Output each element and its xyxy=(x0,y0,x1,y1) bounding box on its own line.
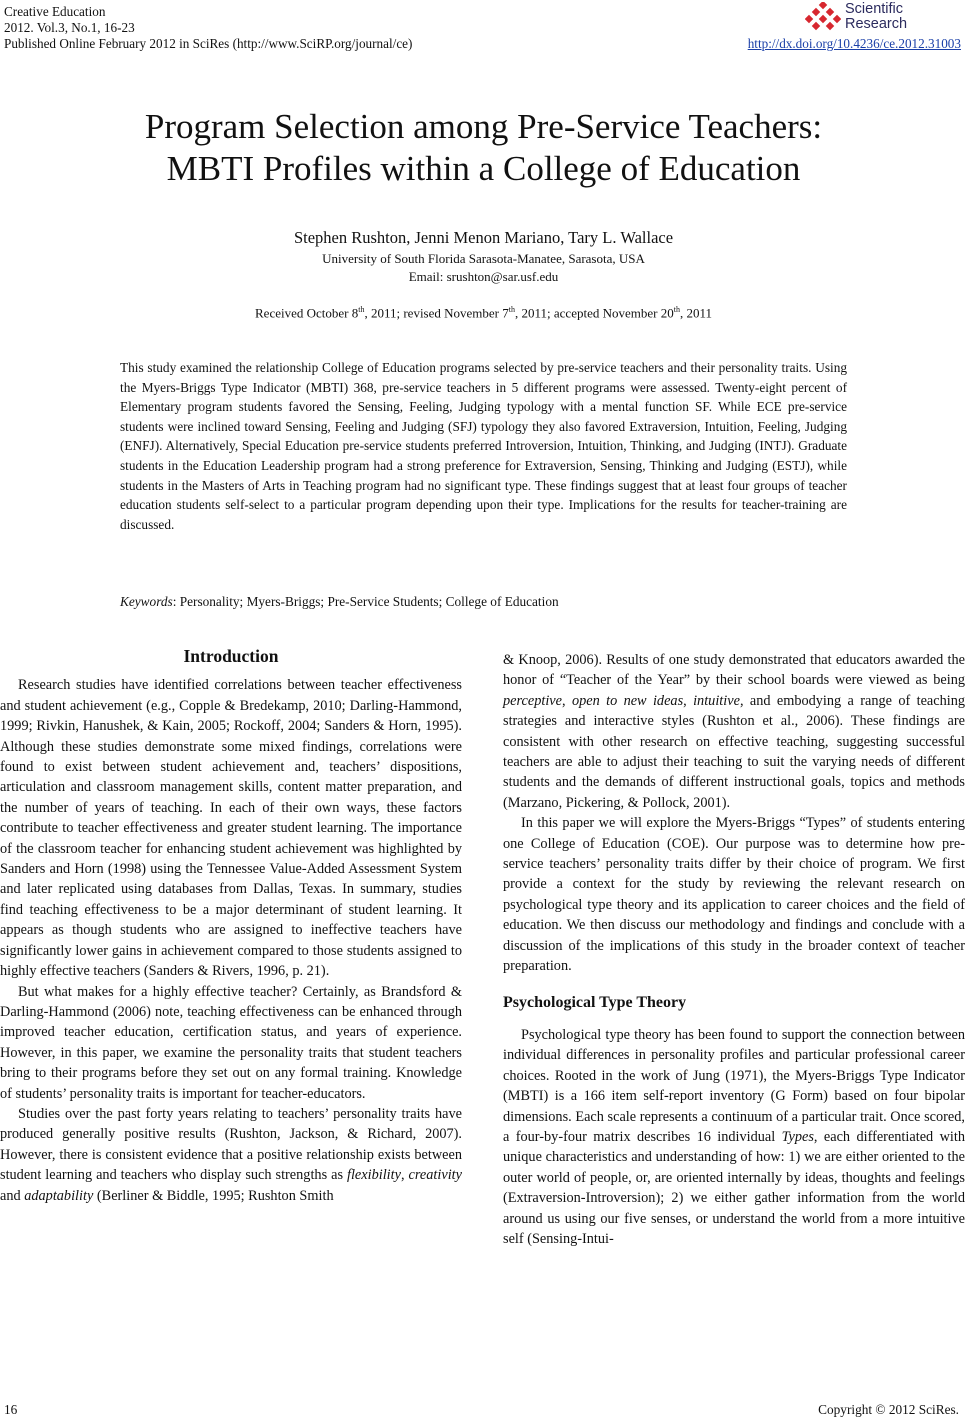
text-run: & Knoop, 2006). Results of one study demonstrated that educators awarded the honor of “Teacher of the Year” by their school boards were viewed as being xyxy=(503,652,965,689)
keywords-label: Keywords xyxy=(120,594,173,609)
left-column xyxy=(0,646,462,1206)
paper-title xyxy=(0,106,967,190)
journal-volume: 2012. Vol.3, No.1, 16-23 xyxy=(4,20,135,35)
logo-text xyxy=(845,2,907,32)
revised-text: , 2011; revised November 7 xyxy=(364,305,509,321)
psychological-type-theory-heading: Psychological Type Theory xyxy=(503,993,687,1011)
paragraph xyxy=(0,1104,462,1206)
accepted-text: , 2011; accepted November 20 xyxy=(515,305,674,321)
paragraph: Research studies have identified correlations between teacher effectiveness and student achievement (e.g., Copple & Bredekamp, 2010; Darling-Hammond, 1999; Rivkin, Hanushek, & Kain, 2005; Rockoff, 2004; Sanders & Horn, 1995). Although these studies demonstrate some mixed findings, correlations were found to exist between student achievement and, teachers’ dispositions, articulation and classroom management skills, content matter preparation, and the number of years of teaching. In each of their own ways, these factors contribute to teacher effectiveness and greater student learning. The importance of the classroom teacher for enhancing student achievement was highlighted by Sanders and Horn (1998) using the Tennessee Value-Added Assessment System and later replicated using databases from Dallas, Texas. In summary, studies find teaching effectiveness to be a major determinant of student learning. It appears as though students who are assigned to ineffective teachers have significantly lower gains in achievement compared to those students assigned to highly effective teachers (Sanders & Rivers, 1996, p. 21). xyxy=(0,677,462,980)
page-number: 16 xyxy=(4,1402,18,1417)
text-run: (Berliner & Biddle, 1995; Rushton Smith xyxy=(93,1187,334,1204)
text-run: and xyxy=(0,1187,25,1204)
text-run: , xyxy=(400,1167,409,1184)
text-run: , xyxy=(562,692,572,709)
paragraph xyxy=(503,650,965,813)
emphasis: adaptability xyxy=(24,1187,94,1204)
emphasis: perceptive xyxy=(503,692,563,709)
emphasis: flexibility xyxy=(346,1167,401,1184)
journal-name: Creative Education xyxy=(4,4,106,19)
keywords xyxy=(120,594,559,610)
text-run: Psychological type theory has been found to support the connection between individual differences in personality profiles and particular professional career choices. Rooted in the work of Jung (1971), the Myers-Briggs Type Indicator (MBTI) is a 166 item self-report inventory (G Form) based on four bipolar dimensions. Each scale represents a continuum of a particular trait. Once scored, a four-by-four matrix describes 16 individual xyxy=(503,1026,965,1145)
right-column xyxy=(503,650,965,1249)
scientific-research-icon xyxy=(805,2,841,32)
accepted-sup: th xyxy=(673,305,680,314)
logo-line-1: Scientific xyxy=(845,1,904,17)
copyright: Copyright © 2012 SciRes. xyxy=(818,1402,959,1417)
year-text: , 2011 xyxy=(679,305,712,321)
paragraph xyxy=(503,1025,965,1249)
doi-link[interactable]: http://dx.doi.org/10.4236/ce.2012.31003 xyxy=(747,36,961,51)
abstract: This study examined the relationship College of Education programs selected by pre-service teachers and their personality traits. Using the Myers-Briggs Type Indicator (MBTI) 368, pre-service teachers in 5 different programs were assessed. Twenty-eight percent of Elementary program students favored the Sensing, Feeling, Judging typology with a mental function SF. While ECE pre-service students were inclined toward Sensing, Feeling and Judging (SFJ) typology they also favored Extraversion, Intuition, Feeling, Judging (ENFJ). Alternatively, Special Education pre-service students preferred Introversion, Intuition, Thinking, and Judging (INTJ). Graduate students in the Education Leadership program had a strong preference for Extraversion, Sensing, Thinking and Judging (ESTJ), while students in the Masters of Arts in Teaching program had no significant type. These findings suggest that at least four groups of teacher education students self-select to a particular program depending upon their type. Implications for the results for teacher-training are discussed. xyxy=(120,360,847,532)
revised-sup: th xyxy=(508,305,515,314)
received-sup: th xyxy=(358,305,365,314)
keywords-list: : Personality; Myers-Briggs; Pre-Service Students; College of Education xyxy=(172,594,559,609)
emphasis: Types xyxy=(781,1128,814,1145)
introduction-heading: Introduction xyxy=(183,646,279,666)
email: Email: srushton@sar.usf.edu xyxy=(408,269,559,284)
paragraph: But what makes for a highly effective teacher? Certainly, as Brandsford & Darling-Hammond (2006) note, teaching effectiveness can be enhanced through improved teacher education, certification status, and years of experience. However, in this paper, we examine the personality traits that student teachers bring to their programs before they set out on any formal training. Knowledge of students’ personality traits is important for teacher-educators. xyxy=(0,983,462,1102)
paragraph: In this paper we will explore the Myers-Briggs “Types” of students entering one College of Education (COE). Our purpose was to determine how pre-service teachers’ personality traits differ by their choice of program. We first provide a context for the study by reviewing the relevant research on psychological type theory and its application to career choices and the field of education. We then discuss our methodology and findings and conclude with a discussion of the implications of this study in the broader context of teacher preparation. xyxy=(503,815,965,975)
publication-line: Published Online February 2012 in SciRes (http://www.SciRP.org/journal/ce) xyxy=(4,36,413,51)
emphasis: intuitive xyxy=(693,692,740,709)
emphasis: open to new ideas xyxy=(571,692,684,709)
running-header xyxy=(4,4,412,52)
received-dates xyxy=(0,305,967,321)
text-run: , xyxy=(683,692,694,709)
publisher-logo xyxy=(805,2,955,34)
title-line-2: MBTI Profiles within a College of Education xyxy=(166,149,801,188)
affiliation: University of South Florida Sarasota-Manatee, Sarasota, USA xyxy=(322,251,645,266)
text-run: Studies over the past forty years relating to teachers’ personality traits have produced generally positive results (Rushton, Jackson, & Richard, 2007). However, there is consistent evidence that a positive relationship exists between student learning and teachers who display such strengths as xyxy=(0,1105,462,1184)
authors: Stephen Rushton, Jenni Menon Mariano, Tary L. Wallace xyxy=(293,228,674,247)
title-line-1: Program Selection among Pre-Service Teachers: xyxy=(144,107,823,146)
logo-line-2: Research xyxy=(845,16,908,32)
text-run: , each differentiated with unique characteristics and understanding of how: 1) we are either oriented to the outer world of people, or, are oriented internally by ideas, thoughts and feelings (Extraversion-Introversion); 2) we either gather information from the world around us using our five senses, or understand the world from a more intuitive self (Sensing-Intui- xyxy=(503,1128,965,1247)
text-run: , and embodying a range of teaching strategies and interactive styles (Rushton et al., 2006). These findings are consistent with other research on effective teaching, suggesting successful teachers are able to adjust their teaching to suit the varying needs of different students and the demands of different instructional goals, topics and methods (Marzano, Pickering, & Pollock, 2001). xyxy=(503,692,966,811)
received-text: Received October 8 xyxy=(255,305,359,321)
emphasis: creativity xyxy=(408,1167,462,1184)
